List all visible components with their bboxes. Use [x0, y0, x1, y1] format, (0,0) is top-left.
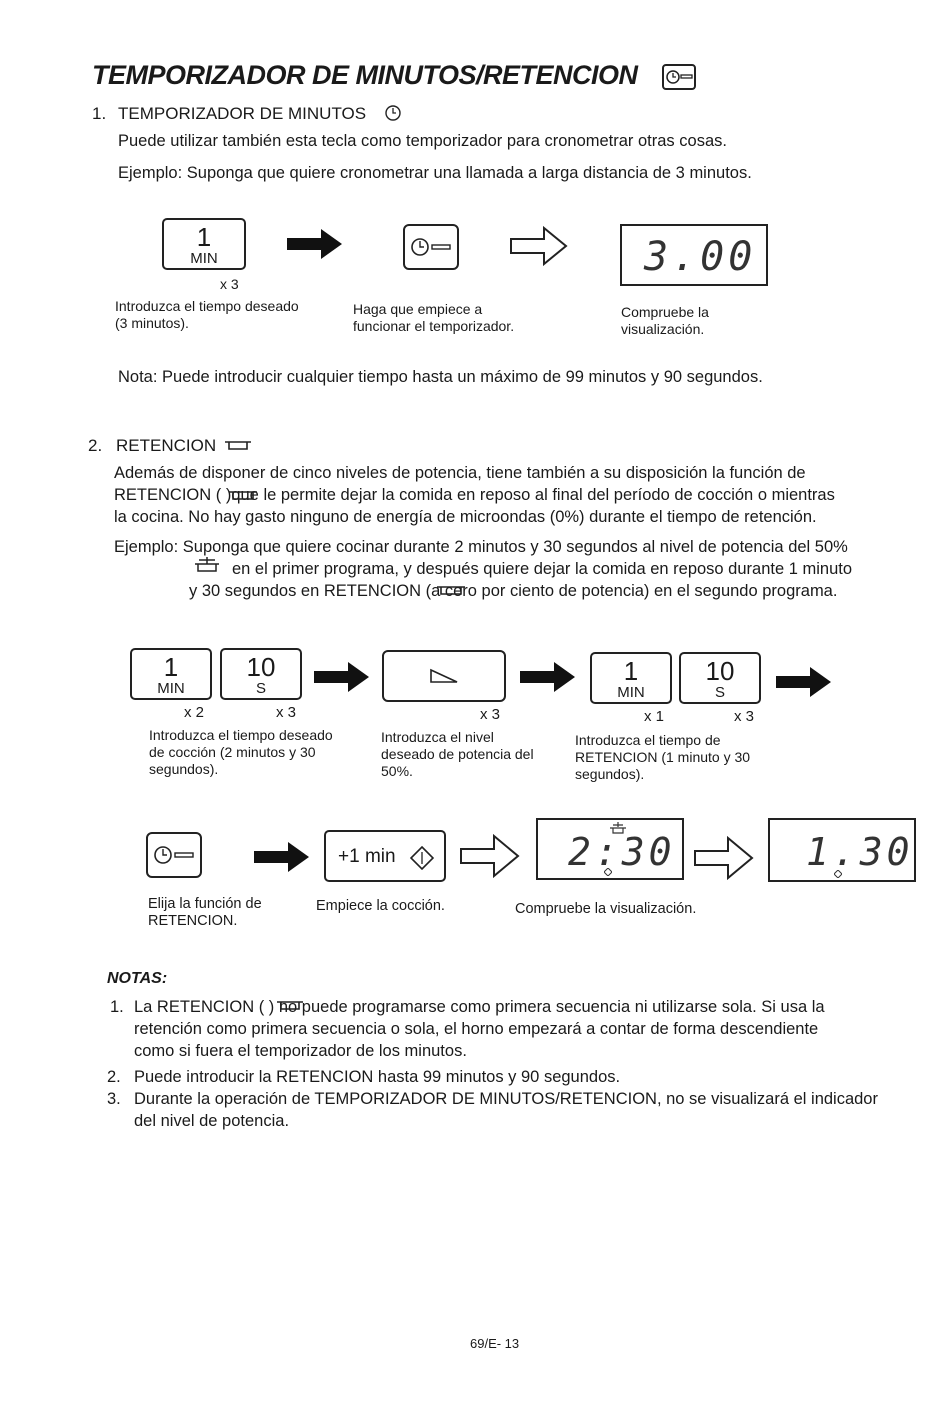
paragraph-line-3: la cocina. No hay gasto ninguno de energía de microondas (0%) durante el tiempo de retención.	[114, 508, 817, 526]
nota-3-line-1: Durante la operación de TEMPORIZADOR DE MINUTOS/RETENCION, no se visualizará el indicador	[134, 1090, 878, 1108]
min-key-2-label: MIN	[157, 680, 185, 697]
min-key-2-multiplier: x 2	[184, 704, 205, 721]
section-1-note: Nota: Puede introducir cualquier tiempo hasta un máximo de 99 minutos y 90 segundos.	[118, 368, 763, 386]
power-key-multiplier: x 3	[480, 706, 501, 723]
start-key-label: +1 min	[338, 846, 396, 867]
nota-2-line-1: Puede introducir la RETENCION hasta 99 minutos y 90 segundos.	[134, 1068, 621, 1086]
caption-2-2: Introduzca el nivel deseado de potencia del 50%.	[381, 729, 534, 779]
display-1-30-text: 1.30	[806, 830, 914, 874]
nota-3-text	[134, 1088, 924, 1132]
display-2-30-text: 2:30	[568, 830, 676, 874]
nota-1-line-3: como si fuera el temporizador de los minutos.	[134, 1042, 467, 1060]
section-2-number: 2.	[88, 436, 103, 455]
page-title: TEMPORIZADOR DE MINUTOS/RETENCION	[92, 60, 638, 90]
notas-heading: NOTAS:	[107, 970, 168, 987]
solid-arrow-icon	[776, 665, 832, 699]
nota-1-text	[134, 996, 914, 1062]
display-section1-text: 3.00	[644, 234, 757, 280]
min-key-3-multiplier: x 1	[644, 708, 665, 725]
min-key-3-number: 1	[623, 656, 639, 686]
timer-hold-key-2	[146, 832, 202, 878]
min-key-2	[130, 648, 212, 700]
solid-arrow-icon	[254, 840, 310, 874]
section-1-number: 1.	[92, 104, 107, 123]
nota-3-number: 3.	[107, 1090, 121, 1108]
s-key-multiplier: x 3	[276, 704, 297, 721]
caption-3-1: Elija la función de RETENCION.	[148, 896, 262, 929]
solid-arrow-icon	[314, 660, 370, 694]
paragraph-line-1: Además de disponer de cinco niveles de potencia, tiene también a su disposición la función de	[114, 464, 806, 482]
power-level-icon	[194, 556, 220, 574]
caption-3-2: Empiece la cocción.	[316, 898, 445, 914]
nota-1-line-1: La RETENCION ( ) no puede programarse como primera secuencia ni utilizarse sola. Si usa la	[134, 998, 825, 1016]
hold-icon-example	[436, 585, 466, 597]
min-key-3-label: MIN	[617, 684, 645, 701]
example-line-3: y 30 segundos en RETENCION (a cero por ciento de potencia) en el segundo programa.	[189, 582, 838, 600]
section-2-example	[114, 536, 920, 602]
caption-3-3: Compruebe la visualización.	[515, 901, 697, 917]
s-key-label: S	[255, 680, 266, 697]
display-1-30	[768, 818, 916, 882]
outline-arrow-icon	[460, 834, 520, 878]
page-number: 69/E- 13	[470, 1336, 520, 1351]
display-section1	[620, 224, 768, 286]
section-1-example: Ejemplo: Suponga que quiere cronometrar una llamada a larga distancia de 3 minutos.	[118, 164, 752, 182]
min-key-3	[590, 652, 672, 704]
nota-2-text	[134, 1066, 914, 1088]
section-1-heading: TEMPORIZADOR DE MINUTOS	[118, 104, 367, 123]
display-2-30	[536, 818, 684, 880]
start-diamond-icon	[410, 846, 434, 870]
s-key	[220, 648, 302, 700]
paragraph-line-2: RETENCION ( )que le permite dejar la comida en reposo al final del período de cocción o mientras	[114, 486, 835, 504]
start-indicator-icon	[834, 870, 842, 878]
caption-2-1: Introduzca el tiempo deseado de cocción (2 minutos y 30 segundos).	[149, 727, 333, 777]
min-key-multiplier: x 3	[220, 276, 239, 292]
timer-hold-key	[403, 224, 459, 270]
nota-1-number: 1.	[110, 998, 124, 1016]
power-level-key	[382, 650, 506, 702]
hold-icon	[224, 440, 252, 452]
hold-icon-nota	[276, 1000, 304, 1012]
nota-3-line-2: del nivel de potencia.	[134, 1112, 290, 1130]
s-key-2-label: S	[714, 684, 725, 701]
caption-1-1: Introduzca el tiempo deseado (3 minutos).	[115, 298, 299, 331]
example-line-2: en el primer programa, y después quiere dejar la comida en reposo durante 1 minuto	[232, 560, 853, 578]
caption-1-3: Compruebe la visualización.	[621, 304, 709, 337]
outline-arrow-icon	[694, 836, 754, 880]
s-key-2-multiplier: x 3	[734, 708, 755, 725]
solid-arrow-icon	[520, 660, 576, 694]
caption-2-3: Introduzca el tiempo de RETENCION (1 minuto y 30 segundos).	[575, 732, 751, 782]
section-2-heading: RETENCION	[116, 436, 217, 455]
start-key	[324, 830, 446, 882]
min-key	[162, 218, 246, 270]
s-key-2	[679, 652, 761, 704]
min-key-label: MIN	[190, 250, 218, 267]
hold-icon-inline	[228, 490, 258, 502]
s-key-number: 10	[246, 652, 276, 682]
example-line-1: Ejemplo: Suponga que quiere cocinar durante 2 minutos y 30 segundos al nivel de potencia del 50%	[114, 538, 848, 556]
caption-1-2: Haga que empiece a funcionar el temporizador.	[353, 301, 515, 334]
min-key-2-number: 1	[163, 652, 179, 682]
nota-2-number: 2.	[107, 1068, 121, 1086]
outline-arrow-icon	[510, 226, 568, 266]
start-indicator-icon	[604, 868, 612, 876]
solid-arrow-icon	[287, 227, 343, 261]
timer-hold-icon	[662, 64, 696, 90]
section-1-intro: Puede utilizar también esta tecla como temporizador para cronometrar otras cosas.	[118, 132, 727, 150]
clock-icon	[384, 104, 402, 122]
s-key-2-number: 10	[705, 656, 735, 686]
nota-1-line-2: retención como primera secuencia o sola, el horno empezará a contar de forma descendiente	[134, 1020, 819, 1038]
min-key-number: 1	[196, 222, 212, 252]
